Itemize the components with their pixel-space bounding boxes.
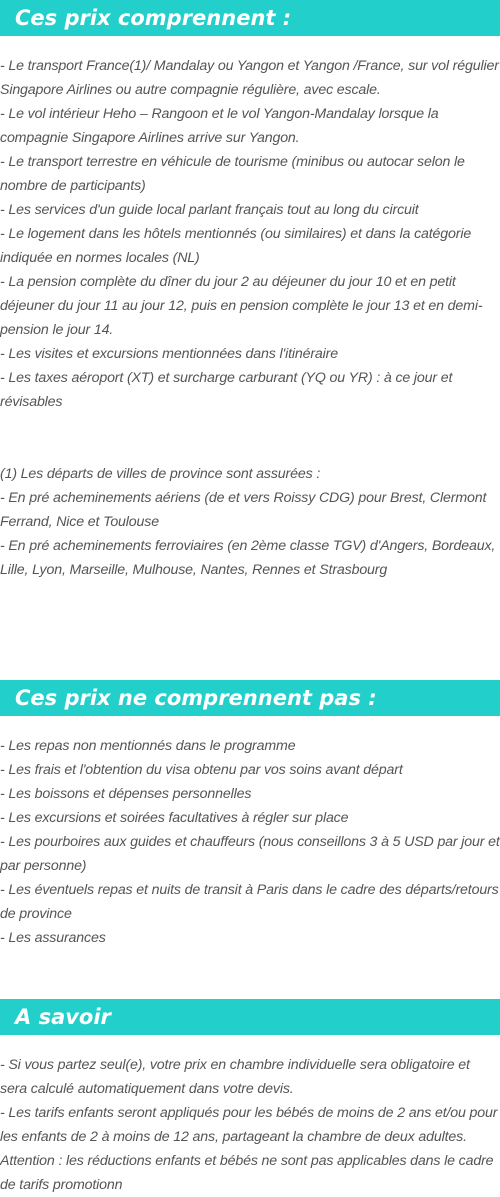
footnote-heading: (1) Les départs de villes de province sont assurées : [0,466,321,482]
list-item: - Les tarifs enfants seront appliqués pour les bébés de moins de 2 ans et/ou pour les enfants de 2 à moins de 12 ans, partageant la chambre de deux adultes. Attention : les réductions enfants et bébés ne sont pas applicables dans le cadre de tarifs promotionn [0,1105,498,1193]
list-item: - Les repas non mentionnés dans le programme [0,738,296,754]
section-title-good-to-know: A savoir [0,999,500,1035]
list-item: - Le transport France(1)/ Mandalay ou Yangon et Yangon /France, sur vol régulier Singapore Airlines ou autre compagnie régulière, avec escale. [0,58,499,98]
list-item: - Les assurances [0,930,106,946]
list-item: - Le transport terrestre en véhicule de tourisme (minibus ou autocar selon le nombre de participants) [0,154,465,194]
province-departures-note [0,462,500,582]
list-item: - Le vol intérieur Heho – Rangoon et le vol Yangon-Mandalay lorsque la compagnie Singapore Airlines arrive sur Yangon. [0,106,439,146]
not-included-list [0,734,500,950]
list-item: - Les visites et excursions mentionnées dans l'itinéraire [0,346,338,362]
included-list [0,54,500,414]
good-to-know-list [0,1053,500,1197]
section-title-included: Ces prix comprennent : [0,0,500,36]
list-item: - Les éventuels repas et nuits de transit à Paris dans le cadre des départs/retours de province [0,882,499,922]
list-item: - En pré acheminements aériens (de et vers Roissy CDG) pour Brest, Clermont Ferrand, Nice et Toulouse [0,490,487,530]
list-item: - Les taxes aéroport (XT) et surcharge carburant (YQ ou YR) : à ce jour et révisables [0,370,453,410]
list-item: - Les boissons et dépenses personnelles [0,786,252,802]
list-item: - Les excursions et soirées facultatives à régler sur place [0,810,349,826]
list-item: - Si vous partez seul(e), votre prix en chambre individuelle sera obligatoire et sera calculé automatiquement dans votre devis. [0,1057,470,1097]
list-item: - Les services d'un guide local parlant français tout au long du circuit [0,202,419,218]
list-item: - Les frais et l'obtention du visa obtenu par vos soins avant départ [0,762,403,778]
list-item: - Les pourboires aux guides et chauffeurs (nous conseillons 3 à 5 USD par jour et par personne) [0,834,500,874]
list-item: - Le logement dans les hôtels mentionnés (ou similaires) et dans la catégorie indiquée en normes locales (NL) [0,226,472,266]
section-title-not-included: Ces prix ne comprennent pas : [0,680,500,716]
list-item: - La pension complète du dîner du jour 2 au déjeuner du jour 10 et en petit déjeuner du jour 11 au jour 12, puis en pension complète le jour 13 et en demi-pension le jour 14. [0,274,483,338]
list-item: - En pré acheminements ferroviaires (en 2ème classe TGV) d'Angers, Bordeaux, Lille, Lyon, Marseille, Mulhouse, Nantes, Rennes et Strasbourg [0,538,496,578]
